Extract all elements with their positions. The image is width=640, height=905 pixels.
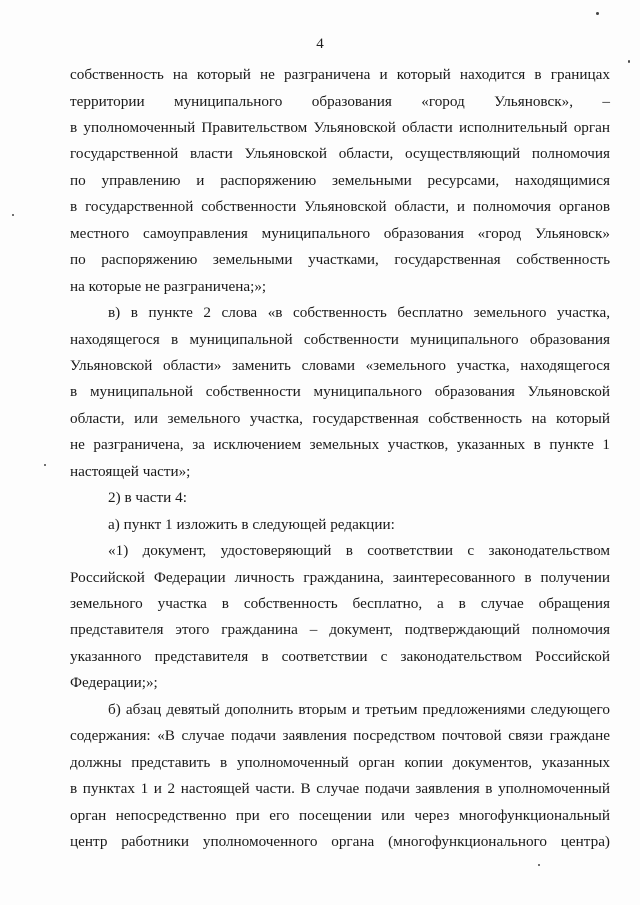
scan-speck <box>44 464 46 466</box>
text-line: в) в пункте 2 слова «в собственность бесплатно земельного участка, <box>108 304 610 321</box>
text-line: на которые не разграничена;»; <box>70 277 267 295</box>
scan-speck <box>12 214 14 216</box>
text-line: б) абзац девятый дополнить вторым и третьим предложениями следующего <box>108 700 610 718</box>
scan-speck <box>538 864 540 866</box>
text-line: территории муниципального образования «город Ульяновск», – <box>70 92 610 110</box>
text-line: государственной власти Ульяновской области, осуществляющий полномочия <box>70 145 610 163</box>
text-line: не разграничена, за исключением земельных участков, указанных в пункте 1 <box>70 436 610 454</box>
text-line: 2) в части 4: <box>108 489 187 507</box>
text-line: представителя этого гражданина – документ, подтверждающий полномочия <box>70 621 610 639</box>
text-line: в уполномоченный Правительством Ульяновской области исполнительный орган <box>70 118 610 136</box>
text-line: центр работники уполномоченного органа (многофункционального центра) <box>70 833 610 850</box>
text-line: орган непосредственно при его посещении или через многофункциональный <box>70 806 610 824</box>
text-line: содержания: «В случае подачи заявления посредством почтовой связи граждане <box>70 727 610 745</box>
text-line: в муниципальной собственности муниципального образования Ульяновской <box>70 383 610 401</box>
text-line: по распоряжению земельными участками, государственная собственность <box>70 251 610 269</box>
text-line: местного самоуправления муниципального образования «город Ульяновск» <box>70 224 610 242</box>
page-number: 4 <box>316 36 324 52</box>
text-line: указанного представителя в соответствии с законодательством Российской <box>70 647 610 665</box>
text-line: «1) документ, удостоверяющий в соответствии с законодательством <box>108 542 610 560</box>
text-line: а) пункт 1 изложить в следующей редакции: <box>108 515 395 533</box>
text-line: настоящей части»; <box>70 462 191 480</box>
text-line: собственность на который не разграничена и который находится в границах <box>70 66 610 83</box>
text-line: области, или земельного участка, государственная собственность на который <box>70 409 610 427</box>
text-line: земельного участка в собственность бесплатно, а в случае обращения <box>70 595 610 612</box>
text-line: Российской Федерации личность гражданина, заинтересованного в получении <box>70 568 610 586</box>
text-line: находящегося в муниципальной собственности муниципального образования <box>70 330 610 348</box>
scan-speck <box>596 12 599 15</box>
text-line: по управлению и распоряжению земельными ресурсами, находящимися <box>70 171 610 189</box>
text-line: Федерации;»; <box>70 674 158 692</box>
text-line: должны представить в уполномоченный орган копии документов, указанных <box>70 753 610 771</box>
text-line: в государственной собственности Ульяновской области, и полномочия органов <box>70 198 610 216</box>
text-line: Ульяновской области» заменить словами «земельного участка, находящегося <box>70 356 610 374</box>
text-line: в пунктах 1 и 2 настоящей части. В случае подачи заявления в уполномоченный <box>70 780 610 798</box>
scan-speck <box>628 60 630 63</box>
